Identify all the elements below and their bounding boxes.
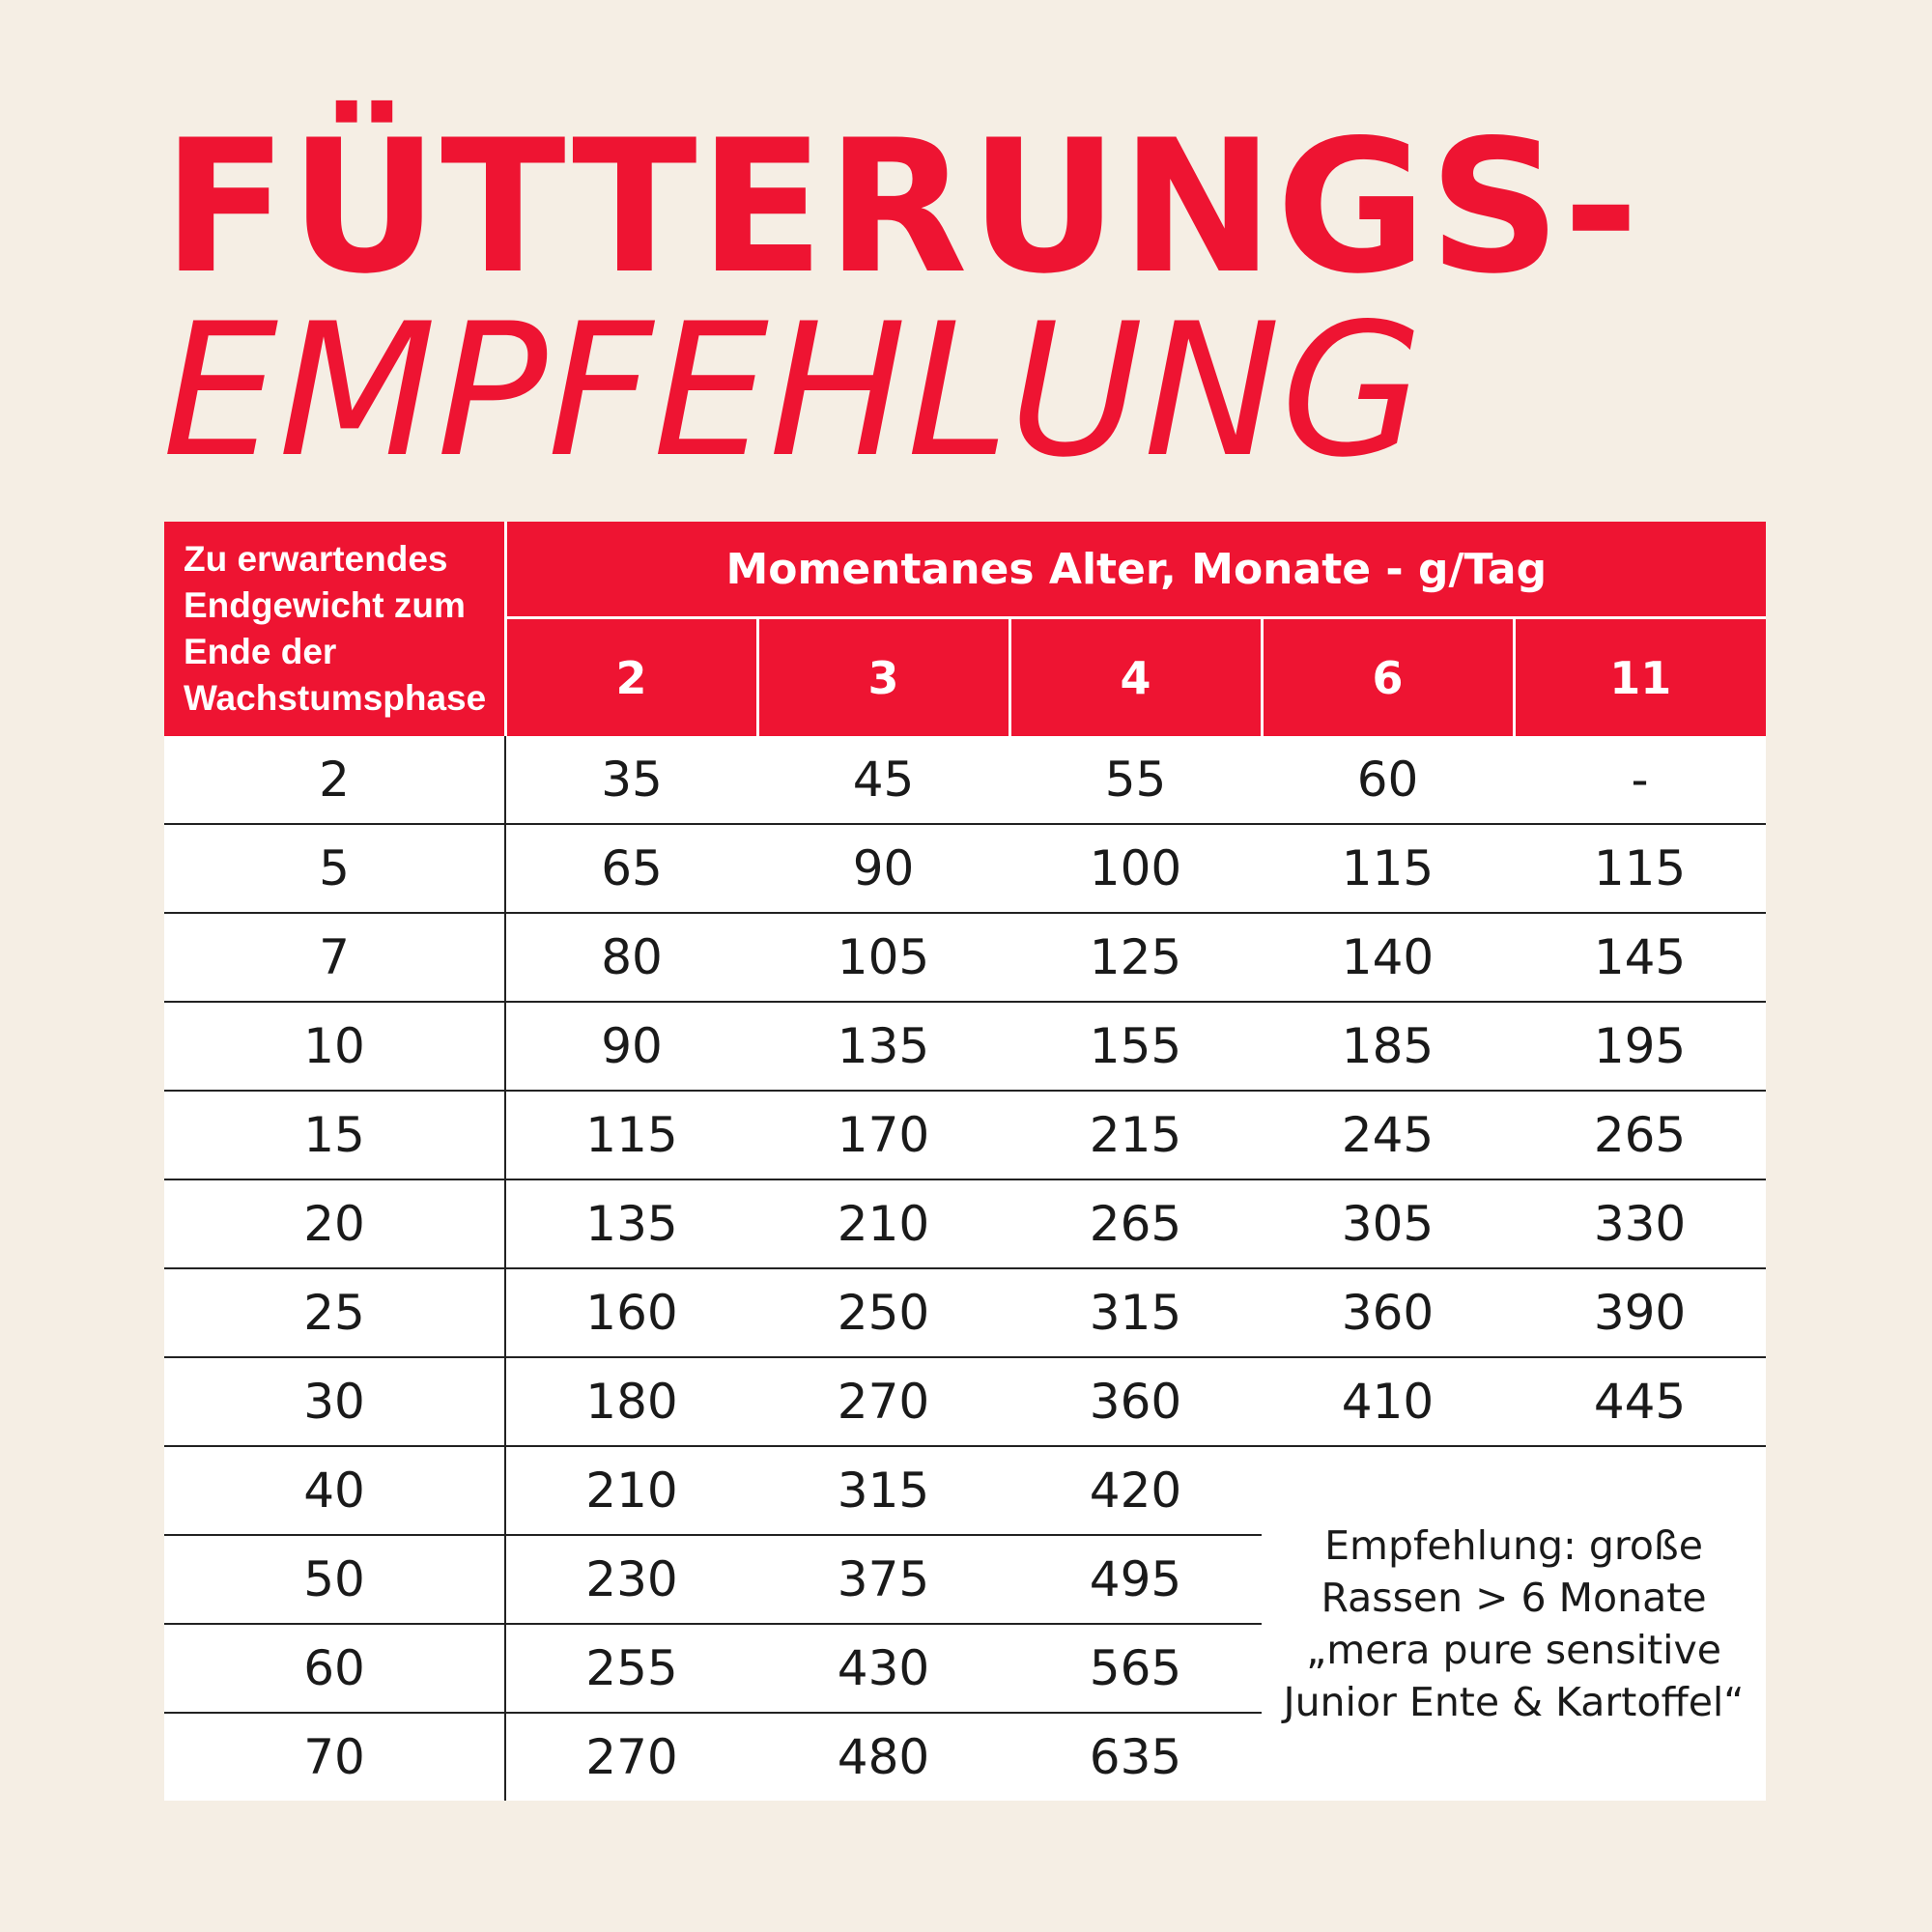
value-cell: 265 <box>1514 1091 1766 1179</box>
value-cell: 80 <box>505 913 757 1002</box>
value-cell: 565 <box>1009 1624 1262 1713</box>
table-row <box>164 1446 1766 1535</box>
month-header-2: 2 <box>505 618 757 737</box>
value-cell: 420 <box>1009 1446 1262 1535</box>
table-row <box>164 913 1766 1002</box>
table-row <box>164 736 1766 824</box>
value-cell: 210 <box>757 1179 1009 1268</box>
value-cell: 115 <box>505 1091 757 1179</box>
value-cell: 135 <box>505 1179 757 1268</box>
value-cell: 270 <box>505 1713 757 1801</box>
value-cell: 410 <box>1262 1357 1514 1446</box>
value-cell: 305 <box>1262 1179 1514 1268</box>
value-cell: 360 <box>1009 1357 1262 1446</box>
value-cell: 140 <box>1262 913 1514 1002</box>
table-body <box>164 736 1766 1801</box>
weight-cell: 50 <box>164 1535 505 1624</box>
weight-cell: 10 <box>164 1002 505 1091</box>
value-cell: 315 <box>1009 1268 1262 1357</box>
weight-cell: 20 <box>164 1179 505 1268</box>
table-row <box>164 1002 1766 1091</box>
value-cell: 245 <box>1262 1091 1514 1179</box>
value-cell: 250 <box>757 1268 1009 1357</box>
weight-cell: 60 <box>164 1624 505 1713</box>
table-row <box>164 1091 1766 1179</box>
table-row <box>164 824 1766 913</box>
header-row-top <box>164 522 1766 618</box>
value-cell: 115 <box>1262 824 1514 913</box>
value-cell: 430 <box>757 1624 1009 1713</box>
value-cell: 390 <box>1514 1268 1766 1357</box>
weight-cell: 15 <box>164 1091 505 1179</box>
month-header-4: 4 <box>1009 618 1262 737</box>
value-cell: 195 <box>1514 1002 1766 1091</box>
value-cell: 55 <box>1009 736 1262 824</box>
recommendation-note: Empfehlung: große Rassen > 6 Monate „mera pure sensitive Junior Ente & Kartoffel“ <box>1262 1446 1766 1801</box>
value-cell: 265 <box>1009 1179 1262 1268</box>
month-header-11: 11 <box>1514 618 1766 737</box>
weight-cell: 5 <box>164 824 505 913</box>
value-cell: 635 <box>1009 1713 1262 1801</box>
value-cell: 90 <box>757 824 1009 913</box>
value-cell: 90 <box>505 1002 757 1091</box>
weight-cell: 40 <box>164 1446 505 1535</box>
value-cell: 230 <box>505 1535 757 1624</box>
value-cell: 145 <box>1514 913 1766 1002</box>
value-cell: 375 <box>757 1535 1009 1624</box>
table-row <box>164 1268 1766 1357</box>
value-cell: 35 <box>505 736 757 824</box>
weight-column-header: Zu erwartendes Endgewicht zum Ende der Wachstumsphase <box>164 522 505 736</box>
value-cell: 115 <box>1514 824 1766 913</box>
table-row <box>164 1357 1766 1446</box>
weight-cell: 7 <box>164 913 505 1002</box>
value-cell: 185 <box>1262 1002 1514 1091</box>
page-title-line1: FÜTTERUNGS- <box>162 100 1641 314</box>
value-cell: 215 <box>1009 1091 1262 1179</box>
value-cell: - <box>1514 736 1766 824</box>
weight-cell: 2 <box>164 736 505 824</box>
value-cell: 170 <box>757 1091 1009 1179</box>
value-cell: 125 <box>1009 913 1262 1002</box>
weight-cell: 70 <box>164 1713 505 1801</box>
table-row <box>164 1179 1766 1268</box>
page-title-line2: EMPFEHLUNG <box>162 284 1424 497</box>
value-cell: 100 <box>1009 824 1262 913</box>
weight-cell: 25 <box>164 1268 505 1357</box>
value-cell: 155 <box>1009 1002 1262 1091</box>
value-cell: 480 <box>757 1713 1009 1801</box>
month-header-6: 6 <box>1262 618 1514 737</box>
value-cell: 330 <box>1514 1179 1766 1268</box>
value-cell: 315 <box>757 1446 1009 1535</box>
month-header-3: 3 <box>757 618 1009 737</box>
value-cell: 495 <box>1009 1535 1262 1624</box>
value-cell: 60 <box>1262 736 1514 824</box>
table-header <box>164 522 1766 736</box>
value-cell: 105 <box>757 913 1009 1002</box>
value-cell: 255 <box>505 1624 757 1713</box>
feeding-table <box>164 522 1766 1801</box>
value-cell: 135 <box>757 1002 1009 1091</box>
value-cell: 210 <box>505 1446 757 1535</box>
value-cell: 45 <box>757 736 1009 824</box>
value-cell: 160 <box>505 1268 757 1357</box>
value-cell: 180 <box>505 1357 757 1446</box>
value-cell: 445 <box>1514 1357 1766 1446</box>
value-cell: 270 <box>757 1357 1009 1446</box>
value-cell: 65 <box>505 824 757 913</box>
value-cell: 360 <box>1262 1268 1514 1357</box>
age-column-group-header: Momentanes Alter, Monate - g/Tag <box>505 522 1766 618</box>
weight-cell: 30 <box>164 1357 505 1446</box>
